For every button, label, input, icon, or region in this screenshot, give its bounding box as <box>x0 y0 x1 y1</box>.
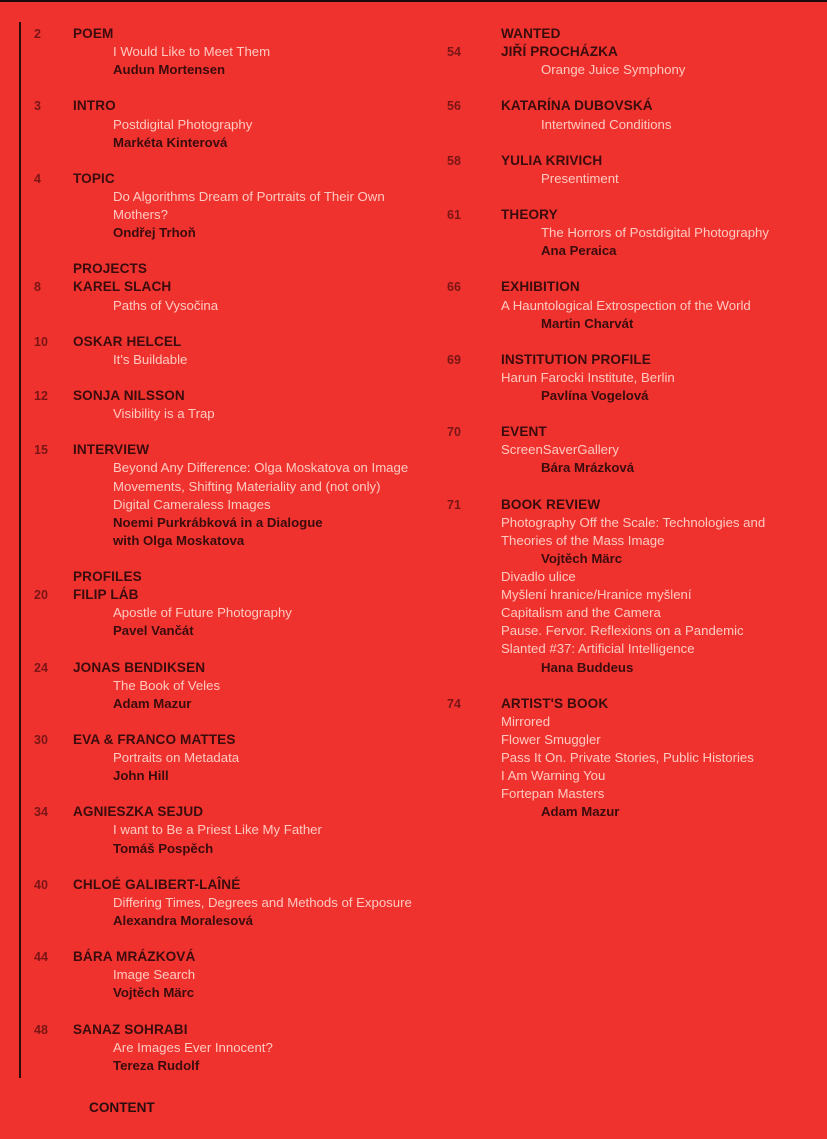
article-title: Do Algorithms Dream of Portraits of Their Own <box>113 188 385 204</box>
article-title: Portraits on Metadata <box>113 750 240 765</box>
article-title: Theories of the Mass Image <box>501 532 665 548</box>
article-title: Presentiment <box>541 170 619 186</box>
article-title: Pause. Fervor. Reflexions on a Pandemic <box>501 623 744 639</box>
page-number: 30 <box>34 732 48 747</box>
article-title: Digital Cameraless Images <box>113 496 271 512</box>
section-heading: FILIP LÁB <box>73 587 139 603</box>
article-title: Image Search <box>113 967 196 983</box>
section-heading: EVENT <box>501 424 547 440</box>
article-author: Audun Mortensen <box>113 62 226 78</box>
section-heading: THEORY <box>501 207 558 222</box>
section-heading: PROJECTS <box>73 261 148 277</box>
article-author: Bára Mrázková <box>541 460 635 476</box>
page-number: 12 <box>34 389 48 403</box>
article-author: Markéta Kinterová <box>113 134 228 150</box>
article-author: Adam Mazur <box>113 695 192 711</box>
article-author: Adam Mazur <box>541 804 620 820</box>
section-heading: INTRO <box>73 98 116 114</box>
page-number: 74 <box>447 696 461 711</box>
section-heading: BOOK REVIEW <box>501 496 601 512</box>
article-title: Postdigital Photography <box>113 116 253 132</box>
section-heading: SONJA NILSSON <box>73 388 185 403</box>
article-title: Differing Times, Degrees and Methods of Exposure <box>113 894 412 910</box>
page-number: 70 <box>447 425 461 440</box>
article-author: Noemi Purkrábková in a Dialogue <box>113 514 323 530</box>
article-title: Fortepan Masters <box>501 786 605 802</box>
article-author: with Olga Moskatova <box>113 532 245 548</box>
section-heading: WANTED <box>501 26 561 41</box>
section-heading: EXHIBITION <box>501 279 580 295</box>
article-author: Tereza Rudolf <box>113 1057 200 1073</box>
article-title: The Book of Veles <box>113 677 221 693</box>
article-title: Photography Off the Scale: Technologies and <box>501 514 766 530</box>
page-number: 48 <box>34 1022 48 1037</box>
section-heading: EVA & FRANCO MATTES <box>73 731 236 747</box>
article-author: Alexandra Moralesová <box>113 912 253 928</box>
article-title: Slanted #37: Artificial Intelligence <box>501 641 695 657</box>
article-title: Intertwined Conditions <box>541 116 672 132</box>
section-heading: CHLOÉ GALIBERT-LAÎNÉ <box>73 876 241 892</box>
section-heading: AGNIESZKA SEJUD <box>73 804 204 820</box>
article-title: Orange Juice Symphony <box>541 62 686 78</box>
article-title: It's Buildable <box>113 351 188 367</box>
page-number: 15 <box>34 443 48 458</box>
article-title: I want to Be a Priest Like My Father <box>113 822 322 838</box>
article-author: Ana Peraica <box>541 243 617 259</box>
section-heading: INSTITUTION PROFILE <box>501 351 651 367</box>
article-title: Movements, Shifting Materiality and (not only) <box>113 478 381 494</box>
article-title: Capitalism and the Camera <box>501 605 661 621</box>
page-number: 56 <box>447 99 461 114</box>
page-number: 10 <box>34 334 48 349</box>
section-heading: INTERVIEW <box>73 442 150 458</box>
section-heading: KAREL SLACH <box>73 279 172 295</box>
article-author: Vojtěch Märc <box>541 550 623 566</box>
section-heading: TOPIC <box>73 170 115 186</box>
page-number: 20 <box>34 588 48 603</box>
article-title: A Hauntological Extrospection of the World <box>501 297 751 313</box>
page-number: 66 <box>447 280 461 295</box>
page-footer-label: CONTENT <box>89 1100 155 1115</box>
page-number: 61 <box>447 208 461 222</box>
article-title: The Horrors of Postdigital Photography <box>541 225 769 241</box>
article-title: ScreenSaverGallery <box>501 442 620 458</box>
page-number: 8 <box>34 280 41 295</box>
article-title: I Would Like to Meet Them <box>113 44 271 60</box>
article-author: Pavlína Vogelová <box>541 388 649 403</box>
article-author: Hana Buddeus <box>541 659 634 675</box>
article-title: Mothers? <box>113 207 168 222</box>
page-number: 58 <box>447 153 461 168</box>
section-heading: JONAS BENDIKSEN <box>73 659 206 675</box>
page-number: 44 <box>34 950 48 965</box>
page-number: 54 <box>447 45 461 60</box>
page-number: 4 <box>34 171 41 186</box>
section-heading: POEM <box>73 26 114 41</box>
page-number: 2 <box>34 27 41 41</box>
article-title: Paths of Vysočina <box>113 297 219 313</box>
article-author: Vojtěch Märc <box>113 985 195 1001</box>
article-title: Divadlo ulice <box>501 569 576 584</box>
article-author: John Hill <box>113 768 169 784</box>
section-heading: PROFILES <box>73 569 142 584</box>
article-author: Martin Charvát <box>541 315 634 331</box>
article-title: Harun Farocki Institute, Berlin <box>501 369 675 385</box>
article-title: Visibility is a Trap <box>113 406 215 422</box>
article-title: Are Images Ever Innocent? <box>113 1039 273 1055</box>
article-title: Apostle of Future Photography <box>113 605 292 621</box>
article-title: Beyond Any Difference: Olga Moskatova on Image <box>113 460 409 476</box>
article-title: Mirrored <box>501 713 551 729</box>
section-heading: ARTIST'S BOOK <box>501 695 609 711</box>
top-edge-line <box>0 0 827 2</box>
section-heading: SANAZ SOHRABI <box>73 1021 188 1037</box>
article-title: Pass It On. Private Stories, Public Histories <box>501 750 754 765</box>
article-title: I Am Warning You <box>501 768 606 784</box>
page-number: 34 <box>34 805 48 820</box>
section-heading: YULIA KRIVICH <box>501 152 603 168</box>
section-heading: KATARÍNA DUBOVSKÁ <box>501 98 653 114</box>
article-author: Ondřej Trhoň <box>113 225 196 241</box>
article-author: Pavel Vančát <box>113 623 194 639</box>
article-title: Myšlení hranice/Hranice myšlení <box>501 587 692 603</box>
article-author: Tomáš Pospěch <box>113 840 214 856</box>
section-heading: BÁRA MRÁZKOVÁ <box>73 949 196 965</box>
page-number: 3 <box>34 99 41 114</box>
page-number: 24 <box>34 660 48 675</box>
article-title: Flower Smuggler <box>501 731 601 747</box>
vertical-rule <box>19 22 21 1078</box>
section-heading: OSKAR HELCEL <box>73 333 182 349</box>
page-number: 40 <box>34 877 48 892</box>
page-number: 71 <box>447 497 461 512</box>
page-number: 69 <box>447 352 461 367</box>
section-heading: JIŘÍ PROCHÁZKA <box>501 44 618 60</box>
